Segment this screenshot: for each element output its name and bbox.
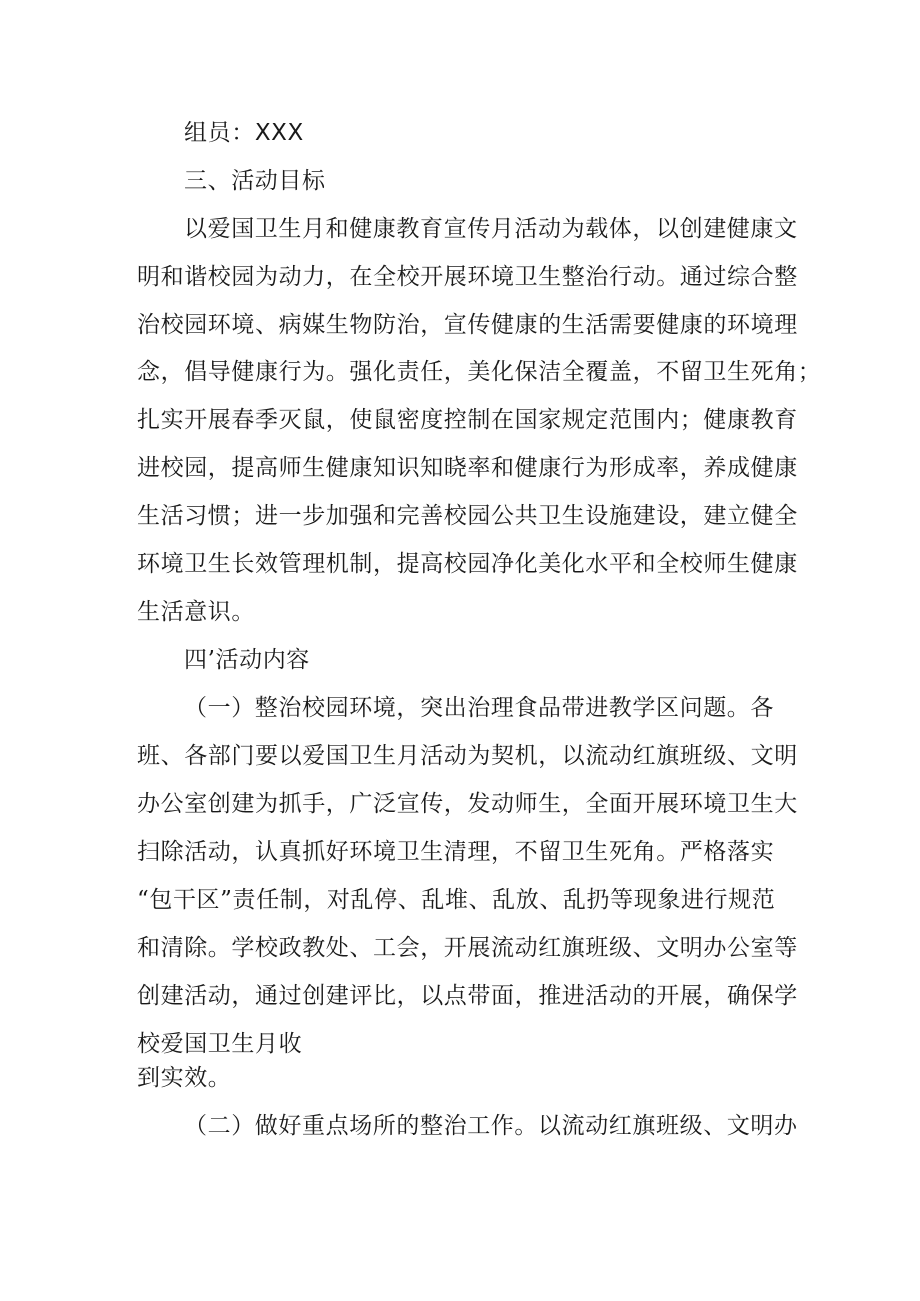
item1-line: “包干区”责任制，对乱停、乱堆、乱放、乱扔等现象进行规范 — [137, 887, 776, 913]
item1-line: 扫除活动，认真抓好环境卫生清理，不留卫生死角。严格落实 — [137, 839, 775, 865]
section3-line: 扎实开展春季灭鼠，使鼠密度控制在国家规定范围内；健康教育 — [137, 407, 798, 433]
section3-heading: 三、活动目标 — [184, 168, 326, 194]
item1-line: 创建活动，通过创建评比，以点带面，推进活动的开展，确保学 — [137, 983, 798, 1009]
members-label: 组员： — [184, 120, 255, 146]
section3-line: 进校园，提高师生健康知识知晓率和健康行为形成率，养成健康 — [137, 455, 798, 481]
item1-line: 和清除。学校政教处、工会，开展流动红旗班级、文明办公室等 — [137, 935, 798, 961]
item1-line: 校爱国卫生月收 — [137, 1031, 303, 1057]
section3-line: 明和谐校园为动力，在全校开展环境卫生整治行动。通过综合整 — [137, 264, 798, 290]
section3-line: 以爱国卫生月和健康教育宣传月活动为载体，以创建健康文 — [184, 216, 798, 242]
members-line — [184, 118, 304, 148]
item1-line: 班、各部门要以爱国卫生月活动为契机，以流动红旗班级、文明 — [137, 743, 798, 769]
section3-line: 治校园环境、病媒生物防治，宣传健康的生活需要健康的环境理 — [137, 312, 798, 338]
section3-line: 环境卫生长效管理机制，提高校园净化美化水平和全校师生健康 — [137, 551, 798, 577]
section3-line: 念，倡导健康行为。强化责任，美化保洁全覆盖，不留卫生死角； — [137, 359, 822, 385]
members-value: XXX — [254, 120, 304, 146]
section4-heading: 四’活动内容 — [184, 647, 310, 673]
item2-line: （二）做好重点场所的整治工作。以流动红旗班级、文明办 — [184, 1113, 798, 1139]
section3-line: 生活意识。 — [137, 599, 255, 625]
section3-line: 生活习惯；进一步加强和完善校园公共卫生设施建设，建立健全 — [137, 503, 798, 529]
item1-line: （一）整治校园环境，突出治理食品带进教学区问题。各 — [184, 695, 774, 721]
item1-line: 到实效。 — [137, 1065, 232, 1091]
item1-line: 办公室创建为抓手，广泛宣传，发动师生，全面开展环境卫生大 — [137, 791, 798, 817]
